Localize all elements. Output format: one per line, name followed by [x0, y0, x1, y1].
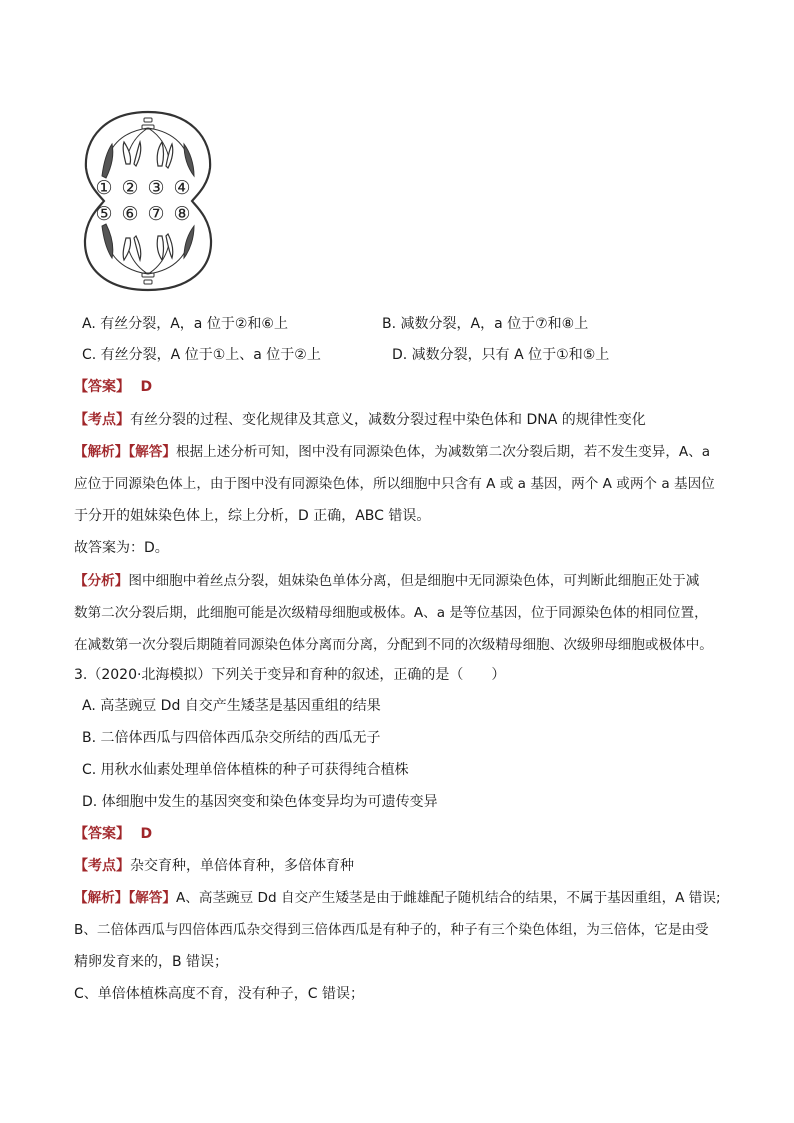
- jiexi-line-2: 应位于同源染色体上，由于图中没有同源染色体，所以细胞中只含有 A 或 a 基因，两个 A 或两个 a 基因位: [74, 476, 715, 492]
- option-a: A. 有丝分裂，A，a 位于②和⑥上: [82, 316, 288, 332]
- answer-line: [74, 377, 152, 397]
- option-d: D. 减数分裂，只有 A 位于①和⑤上: [392, 347, 610, 363]
- chromosome-top-2: [123, 142, 130, 164]
- answer-value: D: [140, 826, 153, 842]
- q3-answer-line: [74, 824, 152, 844]
- cell-diagram-svg: [80, 108, 216, 294]
- chromosome-bottom-3: [157, 236, 163, 260]
- fenxi-line-2: 数第二次分裂后期，此细胞可能是次级精母细胞或极体。A、a 是等位基因，位于同源染色体的相同位置，: [74, 605, 708, 621]
- q3-kaodian-line: [74, 856, 354, 876]
- jiexi-text: A、高茎豌豆 Dd 自交产生矮茎是由于雌雄配子随机结合的结果，不属于基因重组，A 错误;: [175, 890, 721, 906]
- kaodian-line: [74, 410, 646, 430]
- chromosome-number: ⑦: [147, 203, 165, 225]
- chromosome-top-3: [157, 142, 163, 166]
- conclusion: 故答案为：D。: [74, 540, 169, 556]
- option-b: B. 减数分裂，A，a 位于⑦和⑧上: [382, 316, 589, 332]
- jiexi-line-1: [74, 442, 710, 462]
- answer-tag: 【答案】: [74, 379, 130, 395]
- chromosome-number: ⑥: [121, 203, 139, 225]
- q3-jiexi-line-3: 精卵发育来的，B 错误；: [74, 954, 229, 970]
- chromosome-top-4: [184, 144, 194, 176]
- jiexi-line-3: 于分开的姐妹染色体上，综上分析，D 正确，ABC 错误。: [74, 508, 431, 524]
- kaodian-text: 杂交育种，单倍体育种，多倍体育种: [130, 858, 354, 874]
- chromosome-number: ⑤: [95, 203, 113, 225]
- chromosome-number: ④: [173, 177, 191, 199]
- fenxi-line-1: [74, 571, 699, 591]
- q3-option-d: D. 体细胞中发生的基因突变和染色体变异均为可遗传变异: [82, 794, 438, 810]
- q3-option-b: B. 二倍体西瓜与四倍体西瓜杂交所结的西瓜无子: [82, 730, 381, 746]
- chromosome-bottom-1: [102, 224, 113, 258]
- answer-tag: 【答案】: [74, 826, 130, 842]
- q3-jiexi-line-1: [74, 888, 721, 908]
- q3-option-c: C. 用秋水仙素处理单倍体植株的种子可获得纯合植株: [82, 762, 409, 778]
- q3-jiexi-line-4: C、单倍体植株高度不育，没有种子，C 错误；: [74, 986, 364, 1002]
- kaodian-tag: 【考点】: [74, 412, 130, 428]
- jiexi-text: 根据上述分析可知，图中没有同源染色体，为减数第二次分裂后期，若不发生变异，A、a: [175, 444, 711, 460]
- chromosome-bottom-4: [184, 226, 194, 258]
- chromosome-number: ⑧: [173, 203, 191, 225]
- jiexi-tag: 【解析】【解答】: [74, 444, 176, 460]
- chromosome-top-1: [102, 144, 113, 178]
- answer-value: D: [140, 379, 153, 395]
- cell-membrane: [85, 112, 211, 290]
- fenxi-tag: 【分析】: [74, 573, 129, 589]
- cell-division-figure: [80, 108, 216, 294]
- fenxi-text: 图中细胞中着丝点分裂，姐妹染色单体分离，但是细胞中无同源染色体，可判断此细胞正处于减: [128, 573, 700, 589]
- q3-jiexi-line-2: B、二倍体西瓜与四倍体西瓜杂交得到三倍体西瓜是有种子的，种子有三个染色体组，为三倍体，它是由受: [74, 922, 709, 938]
- chromosome-number: ③: [147, 177, 165, 199]
- jiexi-tag: 【解析】【解答】: [74, 890, 176, 906]
- fenxi-line-3: 在减数第一次分裂后期随着同源染色体分离而分离，分配到不同的次级精母细胞、次级卵母细胞或极体中。: [74, 637, 713, 653]
- q3-option-a: A. 高茎豌豆 Dd 自交产生矮茎是基因重组的结果: [82, 698, 381, 714]
- kaodian-text: 有丝分裂的过程、变化规律及其意义，减数分裂过程中染色体和 DNA 的规律性变化: [130, 412, 646, 428]
- kaodian-tag: 【考点】: [74, 858, 130, 874]
- chromosome-number: ②: [121, 177, 139, 199]
- option-c: C. 有丝分裂，A 位于①上、a 位于②上: [82, 347, 321, 363]
- chromosome-number: ①: [95, 177, 113, 199]
- chromosome-bottom-2: [123, 238, 130, 260]
- question-3-stem: 3.（2020·北海模拟）下列关于变异和育种的叙述，正确的是（ ）: [74, 667, 506, 683]
